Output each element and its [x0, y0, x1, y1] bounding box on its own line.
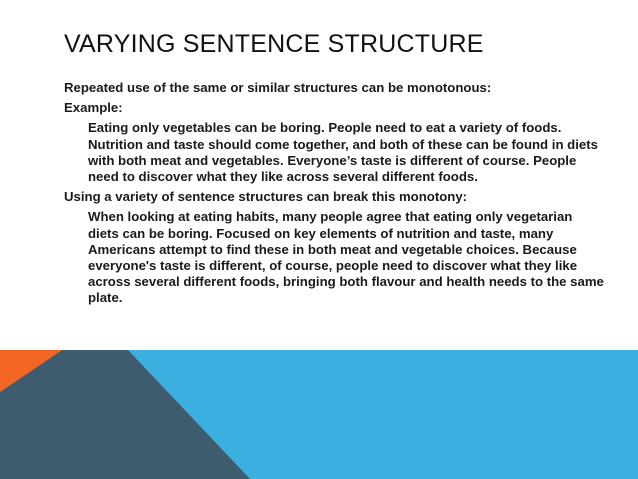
decorative-banner [0, 350, 638, 479]
example-label: Example: [64, 100, 123, 116]
monotonous-example-paragraph: Eating only vegetables can be boring. People need to eat a variety of foods. Nutrition and taste should come together, and both of these can be found in diets with both meat and vegetables. Everyone’s taste is different of course. People need to discover what they like across several different foods. [88, 120, 598, 185]
slide-body [64, 80, 604, 311]
intro-line: Repeated use of the same or similar structures can be monotonous: [64, 80, 492, 95]
slide-title: VARYING SENTENCE STRUCTURE [64, 30, 484, 58]
variety-intro-line: Using a variety of sentence structures can break this monotony: [64, 189, 468, 205]
varied-example-paragraph: When looking at eating habits, many people agree that eating only vegetarian diets can be boring. Focused on key elements of nutrition and taste, many Americans attempt to find these in both meat and vegetable choices. Because everyone's taste is different, of course, people need to discover what they like across several different foods, bringing both flavour and health needs to the same plate. [88, 209, 604, 306]
